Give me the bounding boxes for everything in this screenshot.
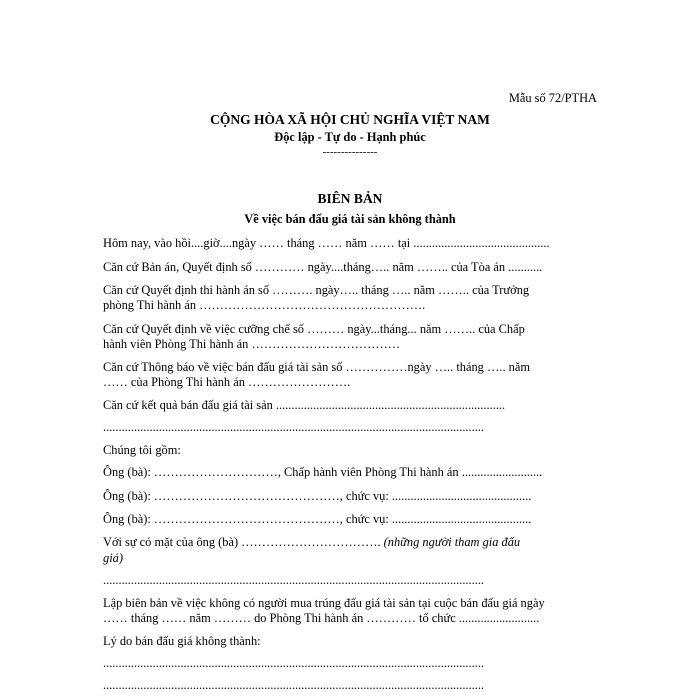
participants-heading: Chúng tôi gồm: (103, 443, 181, 457)
header-divider: --------------- (322, 146, 378, 158)
dotted-line: ........................................................................................................................... (103, 656, 485, 670)
witness-line-text: Với sự có mặt của ông (bà) ……………………………. (103, 535, 381, 549)
witness-note-cont: giá) (103, 551, 123, 565)
document-subtitle: Về việc bán đấu giá tài sản không thành (244, 212, 456, 226)
coercion-decision-line: Căn cứ Quyết định về việc cưỡng chế số ……… ngày...tháng... năm …….. của Chấp (103, 322, 525, 336)
minutes-statement-line: Lập biên bản về việc không có người mua trúng đấu giá tài sản tại cuộc bán đấu giá ngày (103, 596, 545, 610)
enforcement-decision-line-cont: phòng Thi hành án ………………………………………………. (103, 298, 426, 312)
auction-result-line: Căn cứ kết quả bán đấu giá tài sản .......................................................................... (103, 398, 506, 412)
enforcement-decision-line: Căn cứ Quyết định thi hành án số ………. ngày….. tháng ….. năm …….. của Trưởng (103, 283, 530, 297)
participant-line: Ông (bà): ………………………………………, chức vụ: ............................................. (103, 512, 532, 526)
coercion-decision-line-cont: hành viên Phòng Thi hành án ……………………………… (103, 337, 401, 351)
participant-line: Ông (bà): ………………………………………, chức vụ: ............................................. (103, 489, 532, 503)
date-place-line: Hôm nay, vào hồi....giờ....ngày …… tháng …… năm …… tại ............................................ (103, 236, 550, 250)
witness-line (103, 535, 597, 550)
failure-reason-heading: Lý do bán đấu giá không thành: (103, 634, 261, 648)
form-code: Mẫu số 72/PTHA (508, 91, 597, 105)
judgment-basis-line: Căn cứ Bản án, Quyết định số ………… ngày....tháng….. năm …….. của Tòa án ........... (103, 260, 543, 274)
dotted-line: ........................................................................................................................... (103, 420, 485, 434)
nation-header: CỘNG HÒA XÃ HỘI CHỦ NGHĨA VIỆT NAM (210, 112, 490, 127)
witness-note: (những người tham gia đấu (380, 535, 521, 549)
dotted-line: ........................................................................................................................... (103, 678, 485, 692)
document-title: BIÊN BẢN (317, 191, 383, 206)
motto: Độc lập - Tự do - Hạnh phúc (274, 130, 426, 144)
auction-notice-line: Căn cứ Thông báo về việc bán đấu giá tài sản số ……………ngày ….. tháng ….. năm (103, 360, 530, 374)
participant-enforcer-line: Ông (bà): …………………………, Chấp hành viên Phòng Thi hành án .......................... (103, 465, 543, 479)
dotted-line: ........................................................................................................................... (103, 573, 485, 587)
auction-notice-line-cont: …… của Phòng Thi hành án ……………………. (103, 375, 351, 389)
minutes-statement-line-cont: …… tháng …… năm ……… do Phòng Thi hành án ………… tổ chức .......................... (103, 611, 540, 625)
